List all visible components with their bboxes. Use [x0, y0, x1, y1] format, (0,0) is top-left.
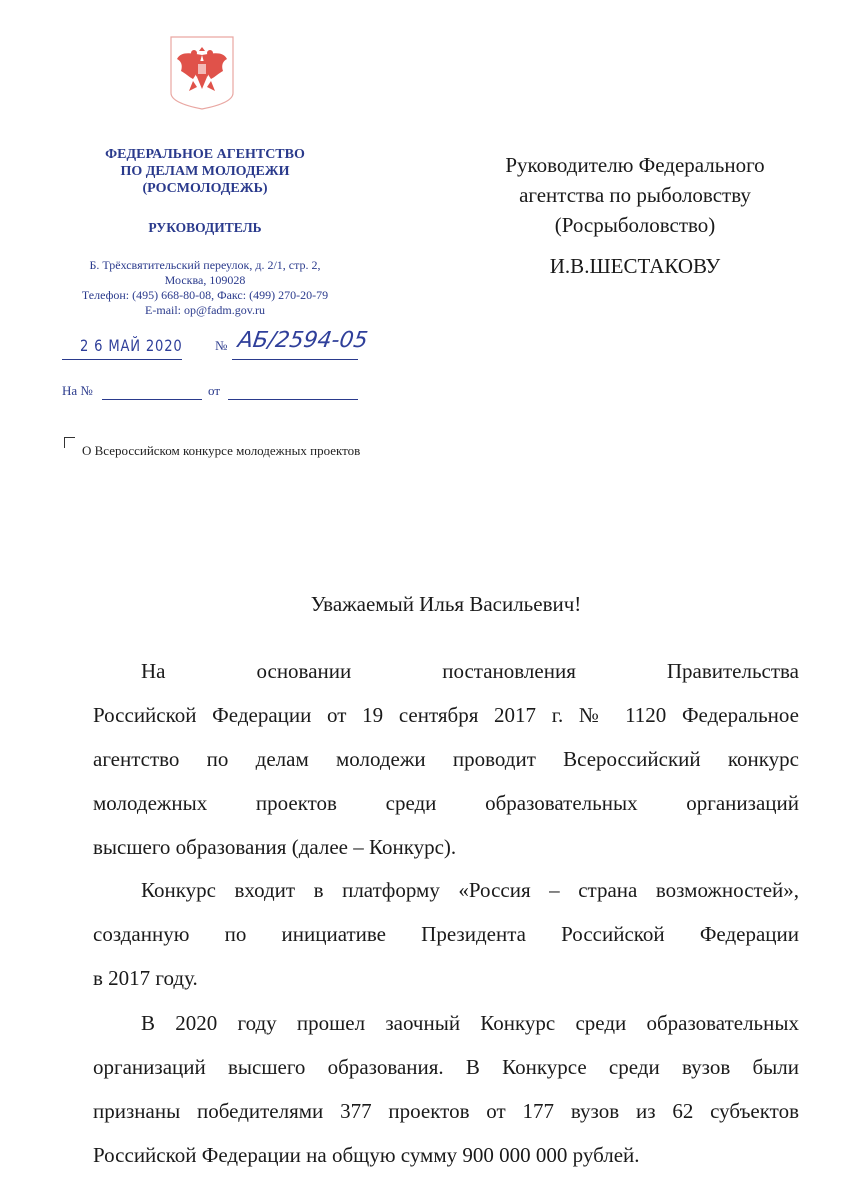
greeting: Уважаемый Илья Васильевич!	[310, 592, 582, 616]
subject-bracket	[64, 437, 75, 448]
registration-number: АБ/2594-05	[236, 328, 370, 353]
body-line: В 2020 году прошел заочный Конкурс среди образовательных	[141, 1011, 799, 1035]
body-line: высшего образования (далее – Конкурс).	[93, 835, 457, 859]
body-line: Российской Федерации от 19 сентября 2017 г. № 1120 Федеральное	[93, 703, 799, 727]
date-stamp: 2 6 МАЙ 2020	[80, 336, 183, 355]
number-label: №	[215, 338, 228, 353]
address-line: Телефон: (495) 668-80-08, Факс: (499) 270-20-79	[81, 288, 329, 302]
addressee-block	[470, 150, 800, 240]
addressee-line: Руководителю Федерального	[505, 153, 765, 177]
agency-line: ФЕДЕРАЛЬНОЕ АГЕНТСТВО	[105, 147, 305, 162]
agency-name	[60, 146, 350, 197]
registration-line	[62, 328, 370, 360]
body-line: в 2017 году.	[93, 966, 198, 990]
address-line: E-mail: op@fadm.gov.ru	[145, 303, 265, 317]
body-line: молодежных проектов среди образовательных организаций	[93, 791, 799, 815]
body-line: агентство по делам молодежи проводит Всероссийский конкурс	[93, 747, 799, 771]
ref-from-underline	[228, 399, 358, 400]
body-line: Российской Федерации на общую сумму 900 000 000 рублей.	[93, 1143, 640, 1167]
body-line: На основании постановления Правительства	[141, 659, 799, 683]
body-line: признаны победителями 377 проектов от 177 вузов из 62 субъектов	[93, 1099, 799, 1123]
sender-address	[55, 258, 355, 318]
addressee-name: И.В.ШЕСТАКОВУ	[549, 254, 721, 278]
body-line: организаций высшего образования. В Конкурсе среди вузов были	[93, 1055, 799, 1079]
addressee-line: агентства по рыболовству	[519, 183, 751, 207]
address-line: Москва, 109028	[164, 273, 246, 287]
agency-line: ПО ДЕЛАМ МОЛОДЕЖИ	[120, 164, 290, 179]
sender-title: РУКОВОДИТЕЛЬ	[148, 220, 262, 235]
address-line: Б. Трёхсвятительский переулок, д. 2/1, стр. 2,	[89, 258, 321, 272]
body-line: созданную по инициативе Президента Российской Федерации	[93, 922, 799, 946]
addressee-line: (Росрыболовство)	[554, 213, 716, 237]
letter-subject: О Всероссийском конкурсе молодежных проектов	[82, 443, 361, 458]
ref-no-label: На №	[62, 383, 93, 398]
agency-line: (РОСМОЛОДЕЖЬ)	[142, 181, 268, 196]
ref-no-underline	[102, 399, 202, 400]
body-line: Конкурс входит в платформу «Россия – страна возможностей»,	[141, 878, 799, 902]
number-underline	[232, 359, 358, 360]
date-underline	[62, 359, 182, 360]
reference-line	[62, 383, 358, 401]
ref-from-label: от	[208, 383, 221, 398]
coat-of-arms-icon	[167, 33, 237, 111]
